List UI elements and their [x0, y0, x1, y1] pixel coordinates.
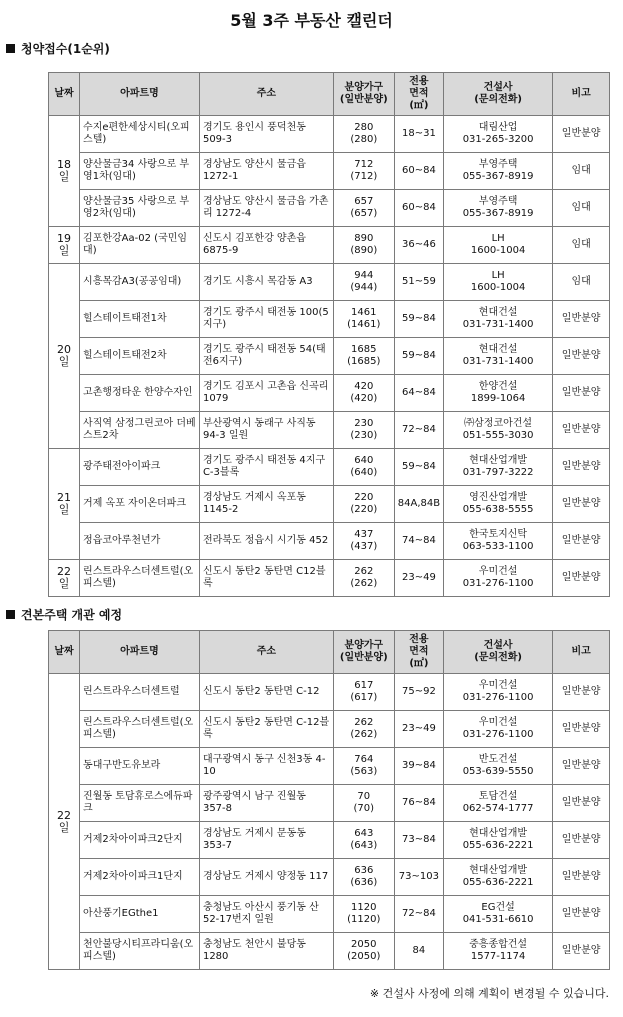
area-cell: 60~84 [394, 153, 443, 190]
header-note: 비고 [553, 631, 610, 674]
note-cell: 일반분양 [553, 711, 610, 748]
area-cell: 84 [394, 933, 443, 970]
header-builder: 건설사 (문의전화) [444, 631, 553, 674]
table-row [49, 748, 610, 785]
builder-cell: 우미건설 031-276-1100 [444, 560, 553, 597]
units-cell: 712 (712) [333, 153, 394, 190]
units-cell: 636 (636) [333, 859, 394, 896]
units-cell: 2050 (2050) [333, 933, 394, 970]
date-cell: 18일 [49, 116, 80, 227]
note-cell: 일반분양 [553, 822, 610, 859]
table-row [49, 822, 610, 859]
subscription-table [48, 72, 610, 597]
table-row [49, 375, 610, 412]
note-cell: 임대 [553, 190, 610, 227]
address-cell: 경기도 광주시 태전동 100(5지구) [199, 301, 333, 338]
area-cell: 36~46 [394, 227, 443, 264]
header-area: 전용 면적 (㎡) [394, 631, 443, 674]
table-row [49, 264, 610, 301]
builder-cell: 부영주택 055-367-8919 [444, 190, 553, 227]
units-cell: 420 (420) [333, 375, 394, 412]
address-cell: 신도시 동탄2 동탄면 C12블록 [199, 560, 333, 597]
area-cell: 74~84 [394, 523, 443, 560]
address-cell: 경상남도 거제시 옥포동 1145-2 [199, 486, 333, 523]
date-cell: 20일 [49, 264, 80, 449]
header-date: 날짜 [49, 631, 80, 674]
units-cell: 262 (262) [333, 711, 394, 748]
note-cell: 일반분양 [553, 748, 610, 785]
apartment-name-cell: 수지e편한세상시티(오피스텔) [80, 116, 200, 153]
header-note: 비고 [553, 73, 610, 116]
apartment-name-cell: 고촌행정타운 한양수자인 [80, 375, 200, 412]
builder-cell: LH 1600-1004 [444, 227, 553, 264]
builder-cell: EG건설 041-531-6610 [444, 896, 553, 933]
units-cell: 262 (262) [333, 560, 394, 597]
address-cell: 경기도 광주시 태전동 54(태전6지구) [199, 338, 333, 375]
table-row [49, 859, 610, 896]
units-cell: 1461 (1461) [333, 301, 394, 338]
table-row [49, 301, 610, 338]
area-cell: 18~31 [394, 116, 443, 153]
area-cell: 84A,84B [394, 486, 443, 523]
apartment-name-cell: 린스트라우스더센트럴(오피스텔) [80, 711, 200, 748]
area-cell: 59~84 [394, 449, 443, 486]
header-date: 날짜 [49, 73, 80, 116]
apartment-name-cell: 양산물금34 사랑으로 부영1차(임대) [80, 153, 200, 190]
units-cell: 890 (890) [333, 227, 394, 264]
address-cell: 경상남도 양산시 물금읍 1272-1 [199, 153, 333, 190]
apartment-name-cell: 힐스테이트태전1차 [80, 301, 200, 338]
apartment-name-cell: 양산물금35 사랑으로 부영2차(임대) [80, 190, 200, 227]
area-cell: 23~49 [394, 711, 443, 748]
units-cell: 230 (230) [333, 412, 394, 449]
note-cell: 일반분양 [553, 859, 610, 896]
area-cell: 51~59 [394, 264, 443, 301]
section-heading-subscription [6, 40, 110, 57]
note-cell: 임대 [553, 227, 610, 264]
builder-cell: 우미건설 031-276-1100 [444, 674, 553, 711]
builder-cell: 중흥종합건설 1577-1174 [444, 933, 553, 970]
section-label: 청약접수(1순위) [21, 42, 110, 56]
header-builder: 건설사 (문의전화) [444, 73, 553, 116]
units-cell: 437 (437) [333, 523, 394, 560]
apartment-name-cell: 동대구반도유보라 [80, 748, 200, 785]
address-cell: 신도시 동탄2 동탄면 C-12 [199, 674, 333, 711]
date-cell: 19일 [49, 227, 80, 264]
table-header-row [49, 73, 610, 116]
units-cell: 70 (70) [333, 785, 394, 822]
date-cell: 22일 [49, 560, 80, 597]
address-cell: 신도시 김포한강 양촌읍 6875-9 [199, 227, 333, 264]
address-cell: 경기도 시흥시 목감동 A3 [199, 264, 333, 301]
address-cell: 신도시 동탄2 동탄면 C-12블록 [199, 711, 333, 748]
header-area: 전용 면적 (㎡) [394, 73, 443, 116]
builder-cell: 부영주택 055-367-8919 [444, 153, 553, 190]
table-row [49, 933, 610, 970]
note-cell: 일반분양 [553, 449, 610, 486]
note-cell: 일반분양 [553, 338, 610, 375]
table-row [49, 785, 610, 822]
table-row [49, 560, 610, 597]
date-cell: 22일 [49, 674, 80, 970]
table-row [49, 711, 610, 748]
note-cell: 일반분양 [553, 301, 610, 338]
apartment-name-cell: 정읍코아루천년가 [80, 523, 200, 560]
area-cell: 59~84 [394, 338, 443, 375]
header-address: 주소 [199, 631, 333, 674]
builder-cell: 현대산업개발 055-636-2221 [444, 822, 553, 859]
apartment-name-cell: 린스트라우스더센트럴 [80, 674, 200, 711]
area-cell: 60~84 [394, 190, 443, 227]
apartment-name-cell: 진월동 토담휴로스에듀파크 [80, 785, 200, 822]
area-cell: 39~84 [394, 748, 443, 785]
builder-cell: 우미건설 031-276-1100 [444, 711, 553, 748]
apartment-name-cell: 린스트라우스더센트럴(오피스텔) [80, 560, 200, 597]
note-cell: 일반분양 [553, 674, 610, 711]
address-cell: 경기도 김포시 고촌읍 신곡리 1079 [199, 375, 333, 412]
note-cell: 임대 [553, 153, 610, 190]
note-cell: 일반분양 [553, 933, 610, 970]
apartment-name-cell: 천안불당시티프라디움(오피스텔) [80, 933, 200, 970]
address-cell: 경기도 광주시 태전동 4지구 C-3블록 [199, 449, 333, 486]
address-cell: 부산광역시 동래구 사직동 94-3 일원 [199, 412, 333, 449]
note-cell: 일반분양 [553, 523, 610, 560]
builder-cell: 현대산업개발 031-797-3222 [444, 449, 553, 486]
table-row [49, 412, 610, 449]
builder-cell: 현대건설 031-731-1400 [444, 301, 553, 338]
address-cell: 경상남도 거제시 문동동 353-7 [199, 822, 333, 859]
square-bullet-icon [6, 610, 15, 619]
header-apartment: 아파트명 [80, 73, 200, 116]
address-cell: 대구광역시 동구 신천3동 4-10 [199, 748, 333, 785]
table-row [49, 338, 610, 375]
note-cell: 임대 [553, 264, 610, 301]
table-row [49, 674, 610, 711]
note-cell: 일반분양 [553, 785, 610, 822]
section-label: 견본주택 개관 예정 [21, 608, 123, 622]
note-cell: 일반분양 [553, 486, 610, 523]
footnote: ※ 건설사 사정에 의해 계획이 변경될 수 있습니다. [369, 987, 609, 1000]
apartment-name-cell: 거제2차아이파크1단지 [80, 859, 200, 896]
table-row [49, 116, 610, 153]
area-cell: 72~84 [394, 896, 443, 933]
builder-cell: 현대건설 031-731-1400 [444, 338, 553, 375]
note-cell: 일반분양 [553, 116, 610, 153]
note-cell: 일반분양 [553, 412, 610, 449]
note-cell: 일반분양 [553, 375, 610, 412]
address-cell: 광주광역시 남구 진월동 357-8 [199, 785, 333, 822]
table-header-row [49, 631, 610, 674]
address-cell: 충청남도 천안시 불당동 1280 [199, 933, 333, 970]
units-cell: 764 (563) [333, 748, 394, 785]
builder-cell: 한양건설 1899-1064 [444, 375, 553, 412]
table-row [49, 227, 610, 264]
model-house-table [48, 630, 610, 970]
units-cell: 657 (657) [333, 190, 394, 227]
units-cell: 220 (220) [333, 486, 394, 523]
apartment-name-cell: 힐스테이트태전2차 [80, 338, 200, 375]
header-units: 분양가구 (일반분양) [333, 631, 394, 674]
units-cell: 1120 (1120) [333, 896, 394, 933]
area-cell: 72~84 [394, 412, 443, 449]
area-cell: 59~84 [394, 301, 443, 338]
note-cell: 일반분양 [553, 896, 610, 933]
area-cell: 76~84 [394, 785, 443, 822]
apartment-name-cell: 사직역 삼정그린코아 더베스트2차 [80, 412, 200, 449]
table-row [49, 523, 610, 560]
date-cell: 21일 [49, 449, 80, 560]
area-cell: 23~49 [394, 560, 443, 597]
builder-cell: 현대산업개발 055-636-2221 [444, 859, 553, 896]
units-cell: 280 (280) [333, 116, 394, 153]
apartment-name-cell: 김포한강Aa-02 (국민임대) [80, 227, 200, 264]
table-row [49, 449, 610, 486]
table-row [49, 153, 610, 190]
address-cell: 경상남도 거제시 양정동 117 [199, 859, 333, 896]
builder-cell: 반도건설 053-639-5550 [444, 748, 553, 785]
units-cell: 1685 (1685) [333, 338, 394, 375]
section-heading-model-house [6, 606, 122, 623]
apartment-name-cell: 거제 옥포 자이온더파크 [80, 486, 200, 523]
address-cell: 경상남도 양산시 물금읍 가촌리 1272-4 [199, 190, 333, 227]
units-cell: 643 (643) [333, 822, 394, 859]
header-units: 분양가구 (일반분양) [333, 73, 394, 116]
apartment-name-cell: 아산풍기EGthe1 [80, 896, 200, 933]
builder-cell: ㈜삼정코아건설 051-555-3030 [444, 412, 553, 449]
builder-cell: LH 1600-1004 [444, 264, 553, 301]
units-cell: 944 (944) [333, 264, 394, 301]
area-cell: 75~92 [394, 674, 443, 711]
square-bullet-icon [6, 44, 15, 53]
apartment-name-cell: 시흥목감A3(공공임대) [80, 264, 200, 301]
area-cell: 73~84 [394, 822, 443, 859]
address-cell: 경기도 용인시 풍덕천동 509-3 [199, 116, 333, 153]
header-address: 주소 [199, 73, 333, 116]
header-apartment: 아파트명 [80, 631, 200, 674]
page-title: 5월 3주 부동산 캘린더 [230, 11, 393, 30]
table-row [49, 896, 610, 933]
area-cell: 73~103 [394, 859, 443, 896]
builder-cell: 대림산업 031-265-3200 [444, 116, 553, 153]
apartment-name-cell: 거제2차아이파크2단지 [80, 822, 200, 859]
note-cell: 일반분양 [553, 560, 610, 597]
units-cell: 640 (640) [333, 449, 394, 486]
builder-cell: 영진산업개발 055-638-5555 [444, 486, 553, 523]
address-cell: 전라북도 정읍시 시기동 452 [199, 523, 333, 560]
apartment-name-cell: 광주태전아이파크 [80, 449, 200, 486]
table-row [49, 486, 610, 523]
builder-cell: 한국토지신탁 063-533-1100 [444, 523, 553, 560]
area-cell: 64~84 [394, 375, 443, 412]
address-cell: 충청남도 아산시 풍기동 산52-17번지 일원 [199, 896, 333, 933]
builder-cell: 토담건설 062-574-1777 [444, 785, 553, 822]
table-row [49, 190, 610, 227]
units-cell: 617 (617) [333, 674, 394, 711]
